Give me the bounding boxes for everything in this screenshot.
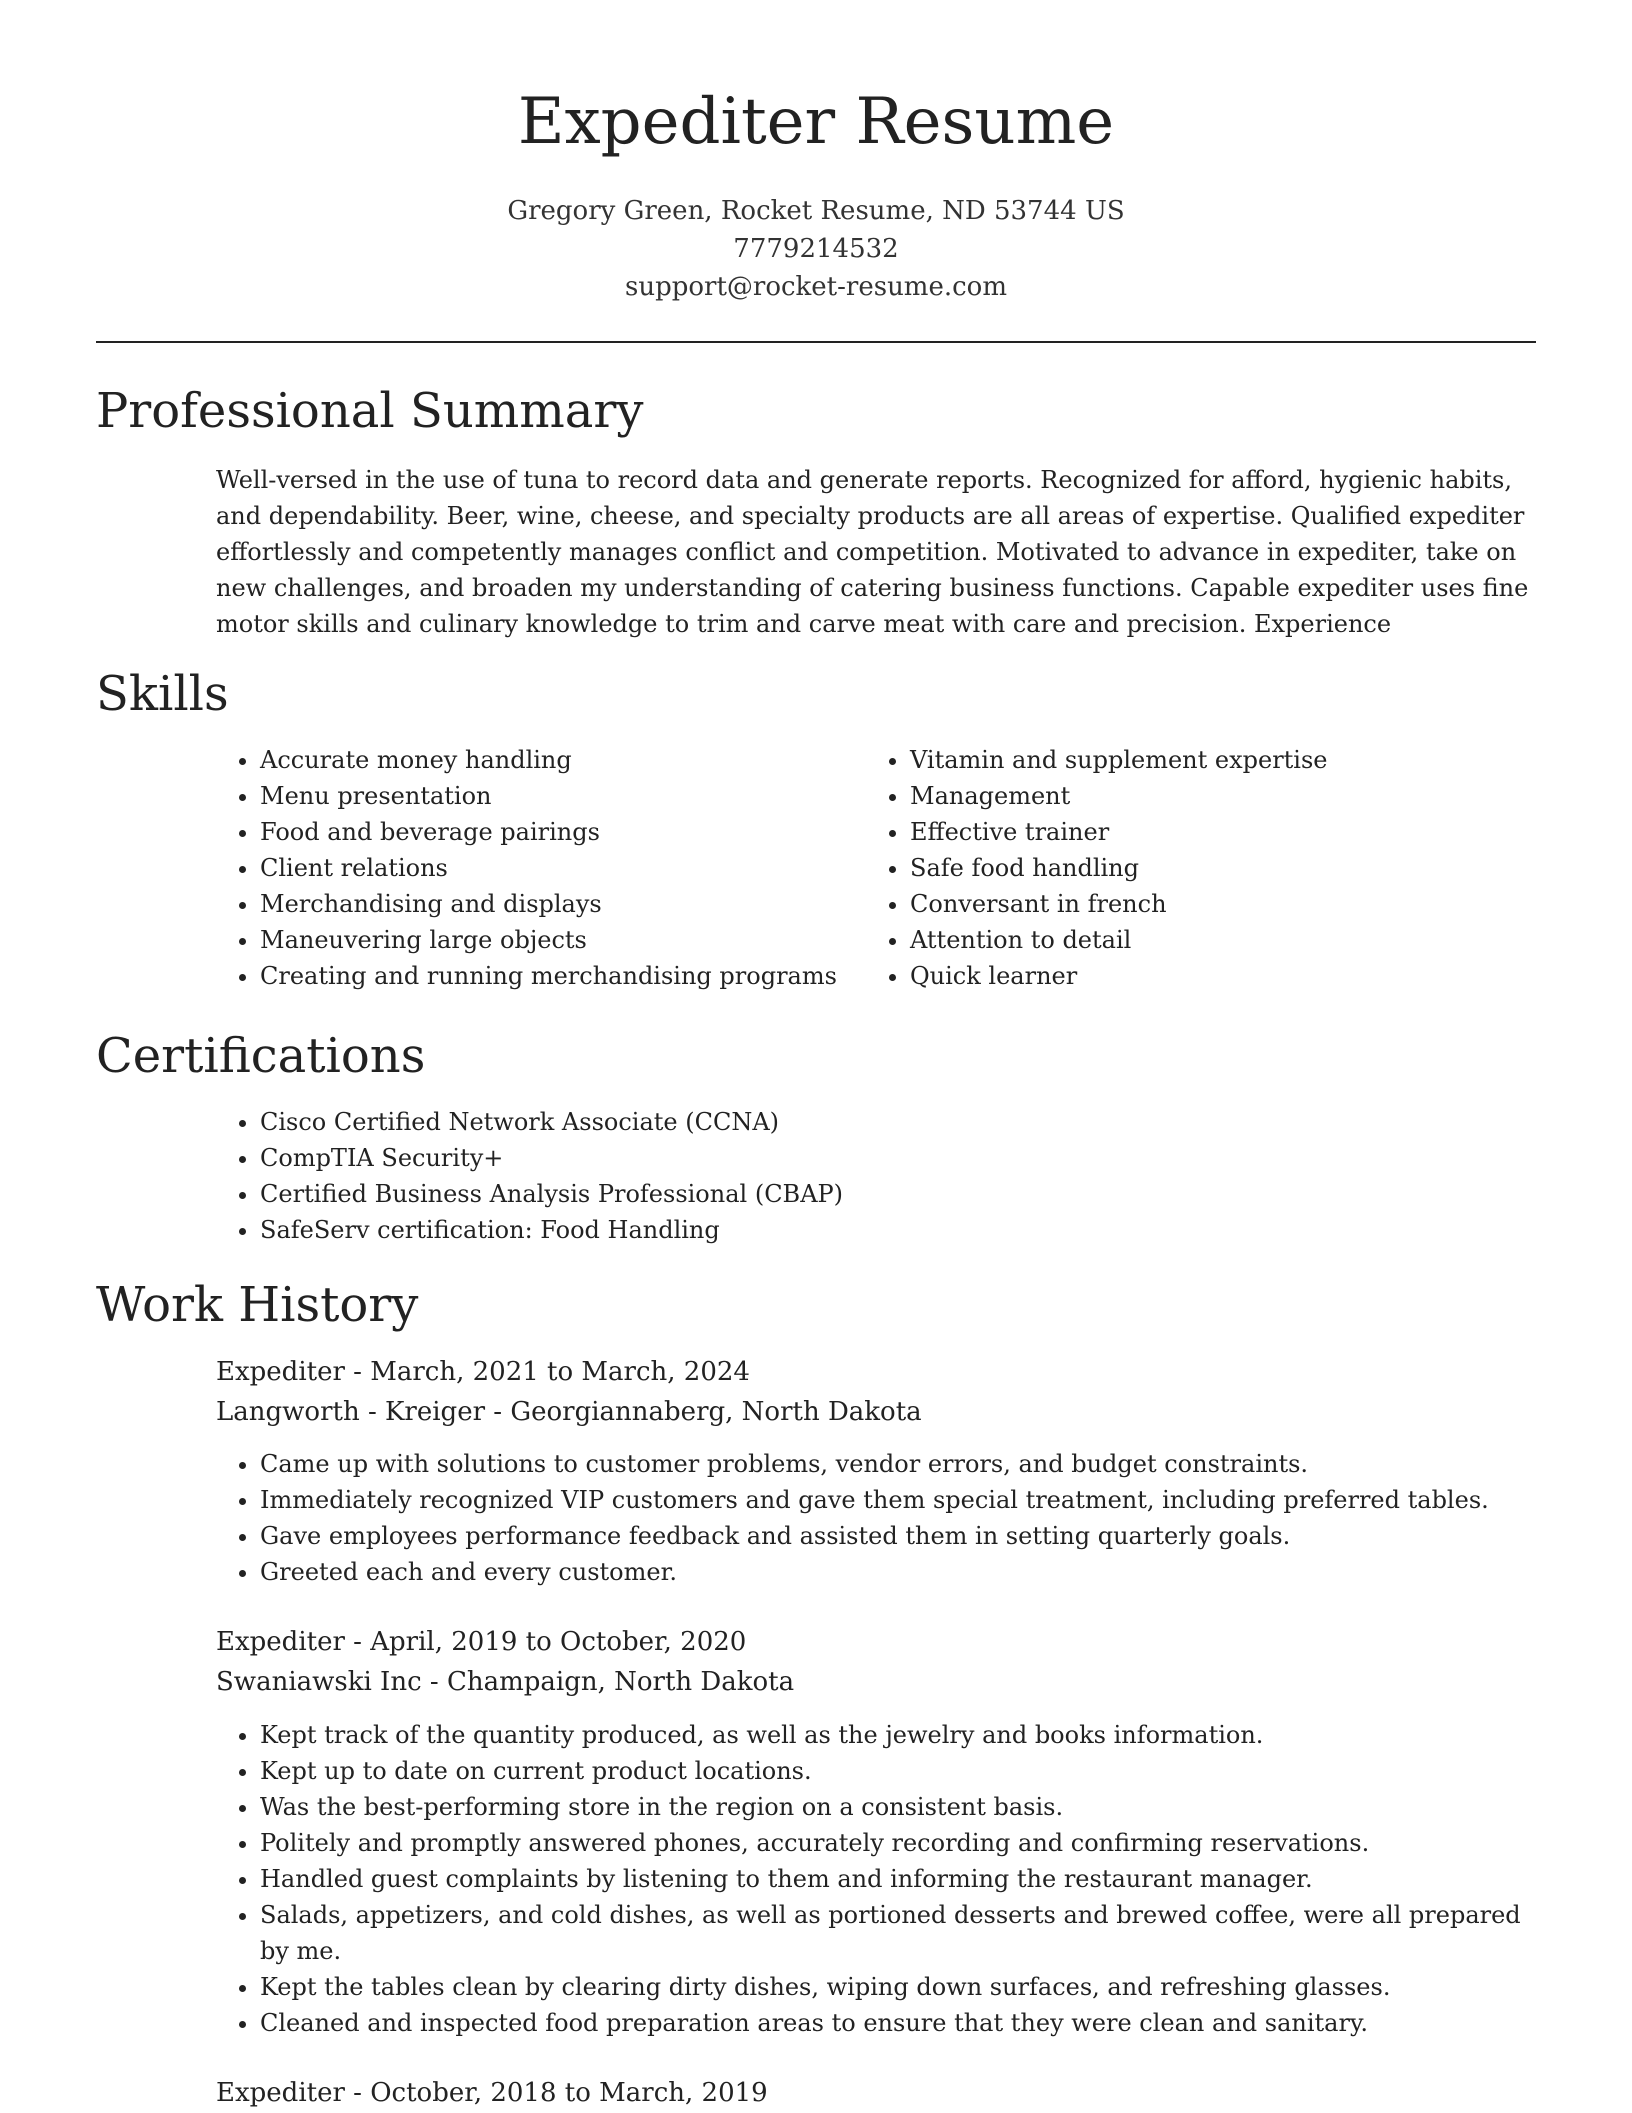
- job-bullet: • Kept track of the quantity produced, as well as the jewelry and books information.: [260, 1717, 1536, 1753]
- job-company-line: Swaniawski Inc - Champaign, North Dakota: [216, 1667, 795, 1697]
- skill-item: • Accurate money handling: [260, 742, 837, 778]
- job-company: Swaniawski Inc: [216, 1667, 422, 1697]
- summary-text: Well-versed in the use of tuna to record data and generate reports. Recognized for afford, hygienic habits, and dependability. Beer, wine, cheese, and specialty products are all areas of expertise. Qualified expediter effortlessly and competently manages conflict and competition. Motivated to advance in expediter, take on new challenges, and broaden my understanding of catering business functions. Capable expediter uses fine motor skills and culinary knowledge to trim and carve meat with care and precision. Experience: [216, 466, 1529, 638]
- job-bullet: • Handled guest complaints by listening to them and informing the restaurant manager.: [260, 1861, 1536, 1897]
- job-location: Georgiannaberg, North Dakota: [510, 1397, 922, 1427]
- contact-email: support@rocket-resume.com: [624, 272, 1007, 302]
- skill-item: • Vitamin and supplement expertise: [910, 742, 1328, 778]
- certification-item: • CompTIA Security+: [260, 1140, 843, 1176]
- job-dates: March, 2021 to March, 2024: [370, 1357, 750, 1387]
- skill-item: • Maneuvering large objects: [260, 922, 837, 958]
- contact-phone: 7779214532: [733, 234, 899, 264]
- skill-item: • Attention to detail: [910, 922, 1328, 958]
- job-title: Expediter: [216, 1627, 345, 1657]
- job-location: Champaign, North Dakota: [446, 1667, 795, 1697]
- skills-list-left: [216, 742, 837, 994]
- job-bullet: • Was the best-performing store in the region on a consistent basis.: [260, 1789, 1536, 1825]
- job-bullet: • Came up with solutions to customer problems, vendor errors, and budget constraints.: [260, 1446, 1489, 1482]
- certifications-list: [216, 1104, 843, 1248]
- certification-item: • Certified Business Analysis Professional (CBAP): [260, 1176, 843, 1212]
- job-dates: October, 2018 to March, 2019: [370, 2078, 768, 2108]
- summary-heading: Professional Summary: [96, 383, 644, 439]
- job-company: Langworth - Kreiger: [216, 1397, 486, 1427]
- job-bullet: • Salads, appetizers, and cold dishes, as well as portioned desserts and brewed coffee, were all prepared by me.: [260, 1897, 1536, 1969]
- skill-item: • Safe food handling: [910, 850, 1328, 886]
- job-bullet: • Gave employees performance feedback and assisted them in setting quarterly goals.: [260, 1518, 1489, 1554]
- header-divider: [96, 341, 1536, 343]
- job-title-line: Expediter - March, 2021 to March, 2024: [216, 1357, 750, 1387]
- certification-item: • Cisco Certified Network Associate (CCNA): [260, 1104, 843, 1140]
- skill-item: • Effective trainer: [910, 814, 1328, 850]
- contact-block: [0, 192, 1632, 306]
- skill-item: • Menu presentation: [260, 778, 837, 814]
- job-company-line: Langworth - Kreiger - Georgiannaberg, North Dakota: [216, 1397, 922, 1427]
- job-bullet: • Kept up to date on current product locations.: [260, 1753, 1536, 1789]
- job-bullets: [216, 1446, 1489, 1590]
- job-title-line: Expediter - April, 2019 to October, 2020: [216, 1627, 747, 1657]
- skill-item: • Conversant in french: [910, 886, 1328, 922]
- job-bullet: • Politely and promptly answered phones, accurately recording and confirming reservations.: [260, 1825, 1536, 1861]
- work-history-heading: Work History: [96, 1277, 419, 1333]
- skill-item: • Quick learner: [910, 958, 1328, 994]
- skill-item: • Merchandising and displays: [260, 886, 837, 922]
- skill-item: • Food and beverage pairings: [260, 814, 837, 850]
- skills-heading: Skills: [96, 666, 229, 722]
- job-title-line: Expediter - October, 2018 to March, 2019: [216, 2078, 768, 2108]
- skill-item: • Client relations: [260, 850, 837, 886]
- job-bullet: • Kept the tables clean by clearing dirty dishes, wiping down surfaces, and refreshing glasses.: [260, 1969, 1536, 2005]
- job-title: Expediter: [216, 2078, 345, 2108]
- contact-address: Gregory Green, Rocket Resume, ND 53744 US: [507, 196, 1125, 226]
- job-title: Expediter: [216, 1357, 345, 1387]
- job-dates: April, 2019 to October, 2020: [370, 1627, 747, 1657]
- skill-item: • Management: [910, 778, 1328, 814]
- job-bullet: • Greeted each and every customer.: [260, 1554, 1489, 1590]
- job-bullets: [216, 1717, 1536, 2041]
- resume-title: Expediter Resume: [517, 85, 1115, 159]
- skills-list-right: [866, 742, 1328, 994]
- job-bullet: • Cleaned and inspected food preparation areas to ensure that they were clean and sanitary.: [260, 2005, 1536, 2041]
- skill-item: • Creating and running merchandising programs: [260, 958, 837, 994]
- certifications-heading: Certifications: [96, 1028, 426, 1084]
- job-bullet: • Immediately recognized VIP customers and gave them special treatment, including preferred tables.: [260, 1482, 1489, 1518]
- certification-item: • SafeServ certification: Food Handling: [260, 1212, 843, 1248]
